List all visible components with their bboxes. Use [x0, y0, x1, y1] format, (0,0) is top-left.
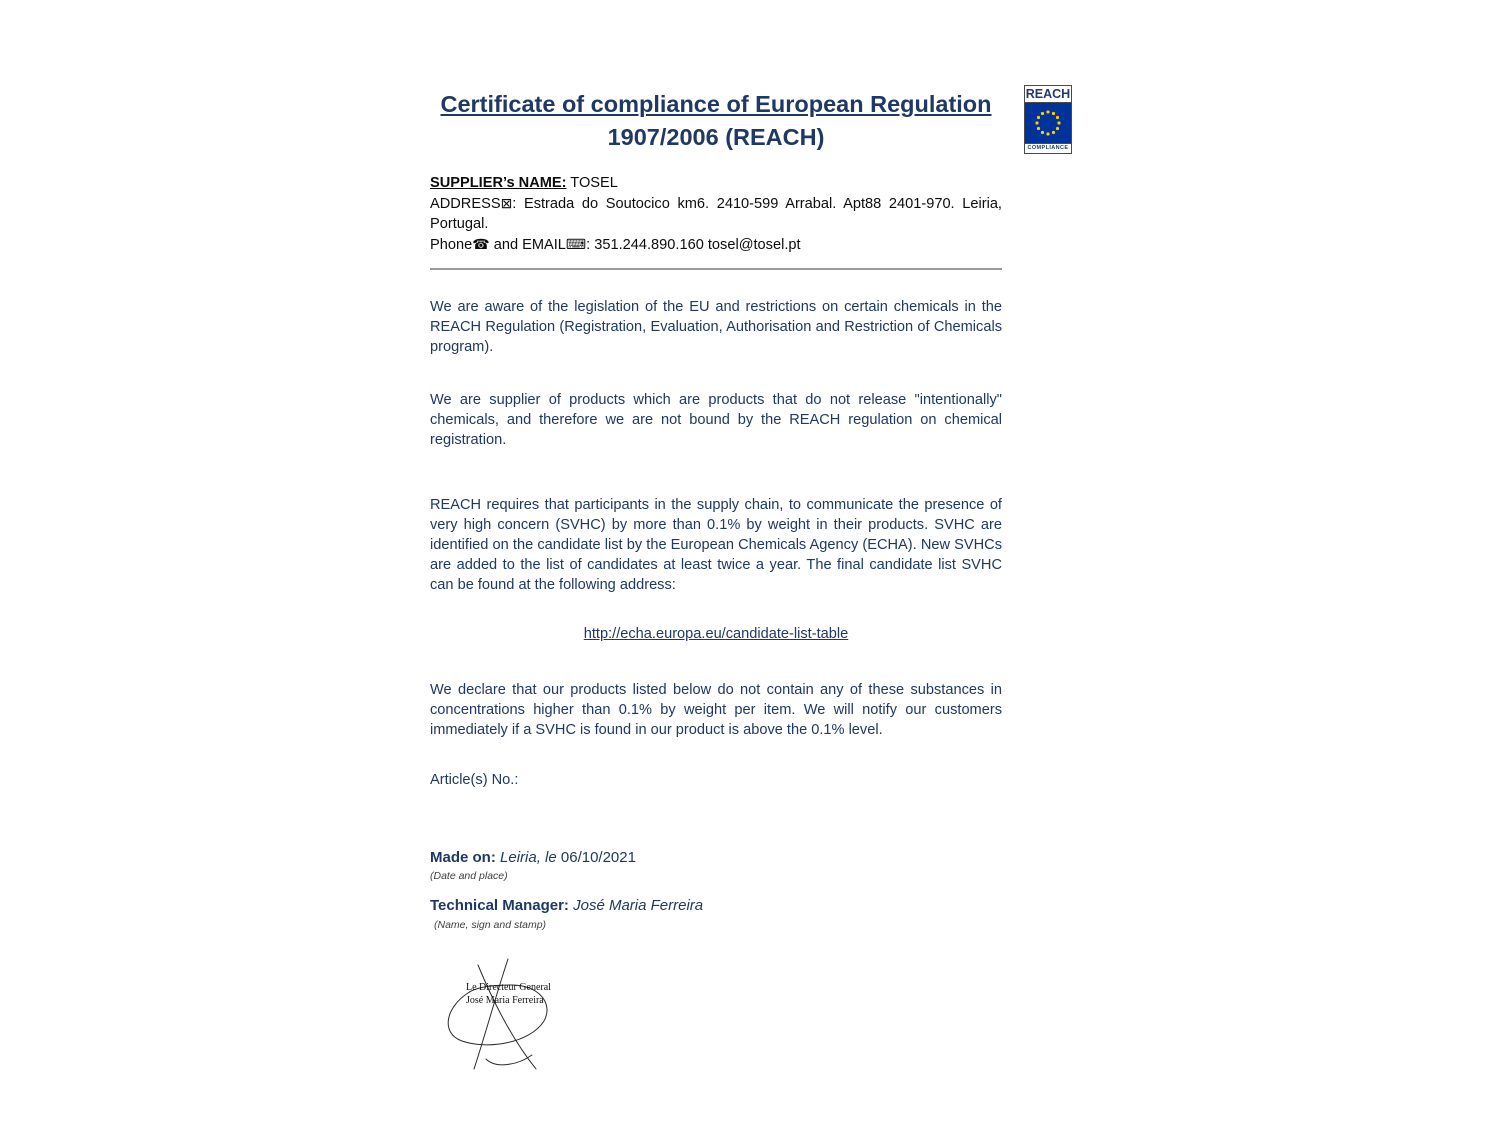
candidate-list-link[interactable]: http://echa.europa.eu/candidate-list-table — [583, 626, 849, 642]
technical-manager-line — [430, 896, 1002, 916]
paragraph-reach-awareness: We are aware of the legislation of the EU and restrictions on certain chemicals in the REACH Regulation (Registration, Evaluation, Authorisation and Restriction of Chemicals program). — [430, 299, 1002, 355]
envelope-icon: ⊠ — [500, 195, 513, 211]
signature-scribble-icon — [434, 955, 574, 1075]
document-page — [430, 0, 1002, 1075]
document-title — [430, 0, 1002, 154]
eu-flag-stars — [1025, 103, 1071, 143]
made-on-date: 06/10/2021 — [556, 849, 636, 866]
date-place-note: (Date and place) — [430, 870, 508, 882]
supplier-name-value: TOSEL — [566, 175, 618, 191]
signature-block — [434, 955, 574, 1075]
compliance-logo-text: COMPLIANCE — [1025, 143, 1071, 153]
eu-flag-icon — [1025, 103, 1071, 143]
reach-logo-text: REACH — [1025, 87, 1071, 101]
made-on-line — [430, 848, 1002, 868]
email-label: and EMAIL — [489, 237, 566, 253]
candidate-list-link-line — [430, 624, 1002, 644]
made-on-label: Made on: — [430, 849, 496, 866]
address-label: ADDRESS — [430, 196, 501, 212]
phone-icon: ☎ — [472, 236, 490, 252]
address-value: : Estrada do Soutocico km6. 2410-599 Arrabal. Apt88 2401-970. Leiria, Portugal. — [430, 196, 1002, 232]
title-line1: Certificate of compliance of European Regulation — [440, 91, 992, 117]
supplier-contact-line — [430, 234, 1002, 255]
title-line2: 1907/2006 (REACH) — [607, 124, 825, 150]
signature-stamp-text — [466, 981, 551, 1007]
technical-manager-label: Technical Manager: — [430, 897, 569, 914]
signature-title-line: Le Directeur General — [466, 982, 551, 993]
contact-value: : 351.244.890.160 tosel@tosel.pt — [586, 237, 801, 253]
made-on-place: Leiria, le — [495, 849, 557, 866]
paragraph-svhc-requirement: REACH requires that participants in the supply chain, to communicate the presence of very high concern (SVHC) by more than 0.1% by weight in their products. SVHC are identified on the candidate list by the European Chemicals Agency (ECHA). New SVHCs are added to the list of candidates at least twice a year. The final candidate list SVHC can be found at the following address: — [430, 497, 1002, 593]
supplier-address-line — [430, 193, 1002, 234]
article-number-label: Article(s) No.: — [430, 772, 519, 788]
phone-label: Phone — [430, 237, 473, 253]
reach-compliance-logo — [1024, 85, 1072, 154]
supplier-block — [430, 173, 1002, 255]
signature-name-line: José Maria Ferreira — [466, 995, 544, 1006]
header-divider — [430, 268, 1002, 270]
computer-icon: ⌨ — [565, 236, 587, 252]
paragraph-supplier-statement: We are supplier of products which are products that do not release "intentionally" chemicals, and therefore we are not bound by the REACH regulation on chemical registration. — [430, 392, 1002, 448]
supplier-name-label: SUPPLIER’s NAME: — [430, 175, 567, 191]
supplier-name-line — [430, 173, 1002, 193]
name-sign-stamp-note: (Name, sign and stamp) — [434, 919, 547, 931]
paragraph-declaration: We declare that our products listed below do not contain any of these substances in concentrations higher than 0.1% by weight per item. We will notify our customers immediately if a SVHC is found in our product is above the 0.1% level. — [430, 682, 1002, 738]
technical-manager-name: José Maria Ferreira — [568, 897, 704, 914]
